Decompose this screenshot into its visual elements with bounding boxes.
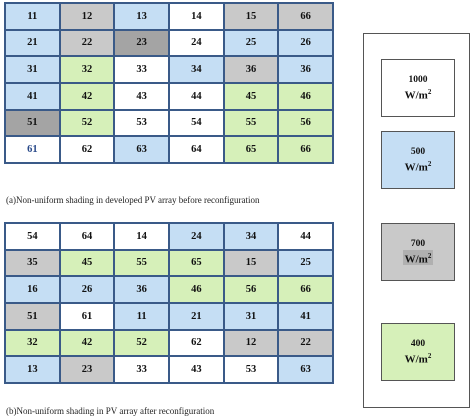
pv-module-cell: 62	[169, 330, 224, 357]
legend-irradiance-value: 700	[410, 238, 426, 249]
legend-unit-exponent: 2	[427, 159, 432, 168]
pv-module-cell: 13	[5, 356, 60, 383]
pv-module-cell: 26	[60, 276, 115, 303]
pv-module-cell: 25	[278, 250, 333, 277]
pv-module-cell: 43	[114, 83, 169, 110]
legend-irradiance-unit	[405, 158, 432, 174]
pv-module-cell: 65	[224, 136, 279, 163]
legend-swatch	[381, 59, 455, 117]
pv-module-cell: 51	[5, 110, 60, 137]
pv-module-cell: 15	[224, 250, 279, 277]
pv-module-cell: 12	[60, 3, 115, 30]
pv-module-cell: 15	[224, 3, 279, 30]
pv-module-cell: 16	[5, 276, 60, 303]
pv-module-cell: 63	[278, 356, 333, 383]
pv-module-cell: 11	[114, 303, 169, 330]
pv-module-cell: 14	[114, 223, 169, 250]
legend-swatch	[381, 223, 455, 281]
pv-module-cell: 42	[60, 330, 115, 357]
pv-module-cell: 51	[5, 303, 60, 330]
pv-module-cell: 31	[5, 56, 60, 83]
legend-irradiance-value: 400	[410, 338, 426, 349]
pv-module-cell: 36	[114, 276, 169, 303]
pv-module-cell: 41	[278, 303, 333, 330]
pv-module-cell: 41	[5, 83, 60, 110]
pv-module-cell: 34	[224, 223, 279, 250]
legend-irradiance-value: 500	[410, 146, 426, 157]
pv-module-cell: 55	[114, 250, 169, 277]
pv-module-cell: 21	[169, 303, 224, 330]
pv-module-cell: 24	[169, 30, 224, 57]
legend-unit-exponent: 2	[427, 351, 432, 360]
pv-module-cell: 31	[224, 303, 279, 330]
pv-module-cell: 63	[114, 136, 169, 163]
pv-module-cell: 61	[60, 303, 115, 330]
pv-module-cell: 36	[224, 56, 279, 83]
pv-module-cell: 53	[114, 110, 169, 137]
pv-module-cell: 14	[169, 3, 224, 30]
pv-module-cell: 26	[278, 30, 333, 57]
pv-module-cell: 55	[224, 110, 279, 137]
pv-array-before-reconfiguration	[4, 2, 334, 164]
pv-module-cell: 54	[169, 110, 224, 137]
legend-unit-exponent: 2	[427, 251, 432, 260]
pv-module-cell: 54	[5, 223, 60, 250]
pv-module-cell: 32	[60, 56, 115, 83]
pv-module-cell: 61	[5, 136, 60, 163]
pv-module-cell: 36	[278, 56, 333, 83]
pv-module-cell: 23	[114, 30, 169, 57]
pv-module-cell: 22	[278, 330, 333, 357]
legend-unit-text: W/m	[404, 89, 428, 102]
pv-module-cell: 11	[5, 3, 60, 30]
pv-module-cell: 33	[114, 56, 169, 83]
pv-module-cell: 56	[224, 276, 279, 303]
pv-module-cell: 56	[278, 110, 333, 137]
pv-module-cell: 12	[224, 330, 279, 357]
pv-module-cell: 62	[60, 136, 115, 163]
legend-unit-text: W/m	[404, 253, 428, 266]
pv-module-cell: 64	[60, 223, 115, 250]
legend-irradiance-unit	[403, 250, 434, 266]
pv-array-after-reconfiguration	[4, 222, 334, 384]
legend-irradiance-unit	[405, 350, 432, 366]
pv-module-cell: 23	[60, 356, 115, 383]
pv-module-cell: 65	[169, 250, 224, 277]
legend-irradiance-value: 1000	[408, 74, 428, 85]
pv-module-cell: 45	[60, 250, 115, 277]
pv-module-cell: 53	[224, 356, 279, 383]
legend-swatch	[381, 131, 455, 189]
pv-module-cell: 24	[169, 223, 224, 250]
pv-module-cell: 33	[114, 356, 169, 383]
pv-module-cell: 45	[224, 83, 279, 110]
pv-module-cell: 34	[169, 56, 224, 83]
pv-module-cell: 52	[114, 330, 169, 357]
legend-unit-exponent: 2	[427, 87, 432, 96]
caption-after-reconfiguration: (b)Non-uniform shading in PV array after reconfiguration	[6, 406, 215, 416]
pv-module-cell: 32	[5, 330, 60, 357]
caption-before-reconfiguration: (a)Non-uniform shading in developed PV array before reconfiguration	[6, 195, 260, 205]
irradiance-legend	[363, 33, 470, 408]
pv-module-cell: 44	[169, 83, 224, 110]
legend-unit-text: W/m	[404, 161, 428, 174]
pv-module-cell: 46	[278, 83, 333, 110]
pv-module-cell: 35	[5, 250, 60, 277]
pv-module-cell: 25	[224, 30, 279, 57]
pv-module-cell: 42	[60, 83, 115, 110]
pv-module-cell: 66	[278, 136, 333, 163]
legend-unit-text: W/m	[404, 353, 428, 366]
pv-module-cell: 43	[169, 356, 224, 383]
legend-irradiance-unit	[405, 86, 432, 102]
pv-module-cell: 66	[278, 3, 333, 30]
pv-module-cell: 44	[278, 223, 333, 250]
pv-module-cell: 13	[114, 3, 169, 30]
pv-module-cell: 66	[278, 276, 333, 303]
pv-module-cell: 52	[60, 110, 115, 137]
legend-swatch	[381, 323, 455, 381]
pv-module-cell: 22	[60, 30, 115, 57]
pv-module-cell: 64	[169, 136, 224, 163]
pv-module-cell: 46	[169, 276, 224, 303]
pv-module-cell: 21	[5, 30, 60, 57]
